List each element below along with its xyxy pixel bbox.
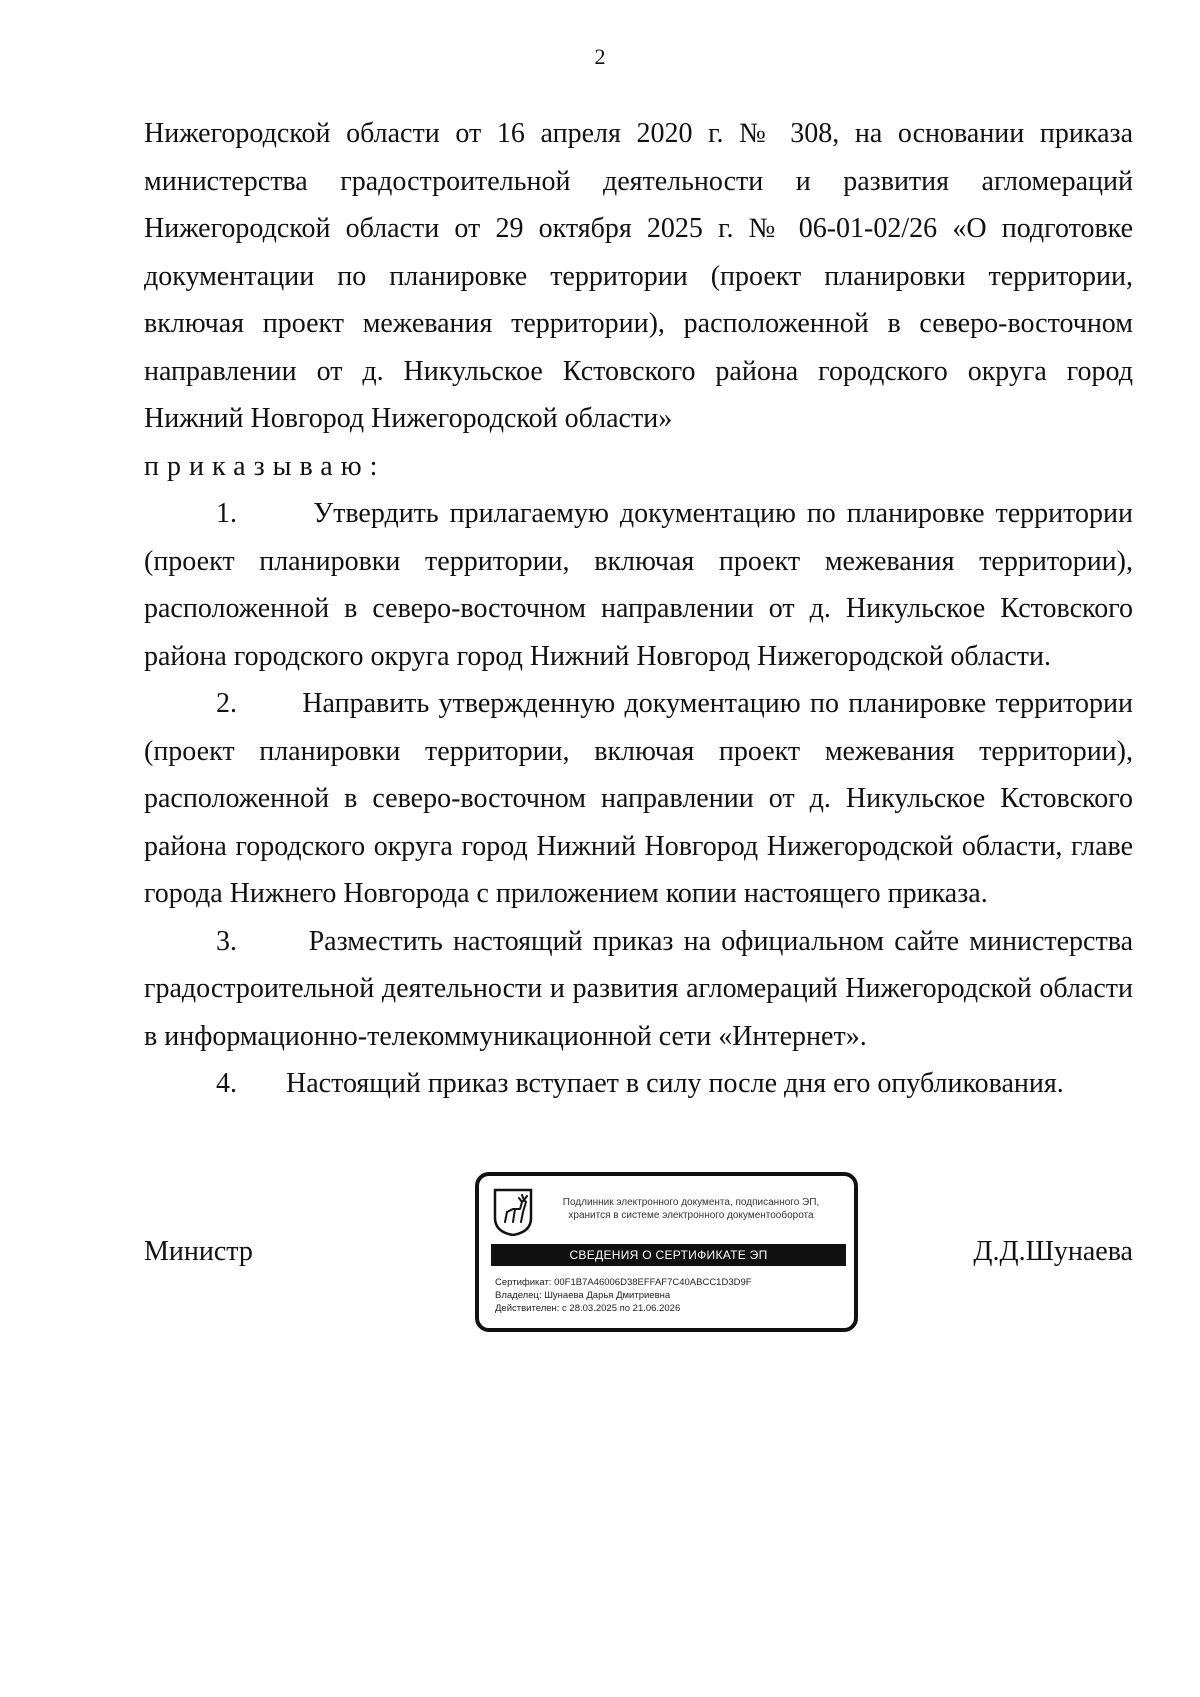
page-number: 2 — [594, 44, 606, 69]
decree-word: приказываю: — [144, 450, 386, 482]
stamp-note-line: Подлинник электронного документа, подписанного ЭП, — [562, 1197, 820, 1208]
signer-name: Д.Д.Шунаева — [973, 1236, 1133, 1267]
signer-position: Министр — [144, 1236, 253, 1267]
order-item-3: 3. Разместить настоящий приказ на официальном сайте министерства градостроительной деятельности и развития агломераций Нижегородской области в информационно-телекоммуникационной сети «Интернет». — [144, 925, 1133, 1052]
order-item-1: 1. Утвердить прилагаемую документацию по планировке территории (проект планировки территории, включая проект межевания территории), расположенной в северо-восточном направлении от д. Никульское Кстовского района городского округа город Нижний Новгород Нижегородской области. — [144, 498, 1133, 672]
stamp-note — [541, 1196, 841, 1222]
certificate-details — [495, 1276, 752, 1315]
electronic-signature-stamp — [475, 1172, 858, 1332]
deer-emblem-icon — [493, 1188, 533, 1236]
document-body — [144, 110, 1133, 1108]
certificate-number: Сертификат: 00F1B7A46006D38EFFAF7C40ABCC1D3D9F — [495, 1277, 752, 1288]
order-item-4: 4. Настоящий приказ вступает в силу после дня его опубликования. — [216, 1068, 1064, 1099]
certificate-header: СВЕДЕНИЯ О СЕРТИФИКАТЕ ЭП — [491, 1244, 846, 1266]
order-item-2: 2. Направить утвержденную документацию по планировке территории (проект планировки территории, включая проект межевания территории), расположенной в северо-восточном направлении от д. Никульское Кстовского района городского округа город Нижний Новгород Нижегородской области, главе города Нижнего Новгорода с приложением копии настоящего приказа. — [144, 688, 1133, 909]
certificate-owner: Владелец: Шунаева Дарья Дмитриевна — [495, 1290, 671, 1301]
stamp-note-line: хранится в системе электронного документооборота — [568, 1210, 814, 1221]
certificate-validity: Действителен: с 28.03.2025 по 21.06.2026 — [495, 1303, 681, 1314]
intro-paragraph: Нижегородской области от 16 апреля 2020 г. № 308, на основании приказа министерства градостроительной деятельности и развития агломераций Нижегородской области от 29 октября 2025 г. № 06-01-02/26 «О подготовке документации по планировке территории (проект планировки территории, включая проект межевания территории), расположенной в северо-восточном направлении от д. Никульское Кстовского района городского округа город Нижний Новгород Нижегородской области» — [144, 118, 1133, 434]
